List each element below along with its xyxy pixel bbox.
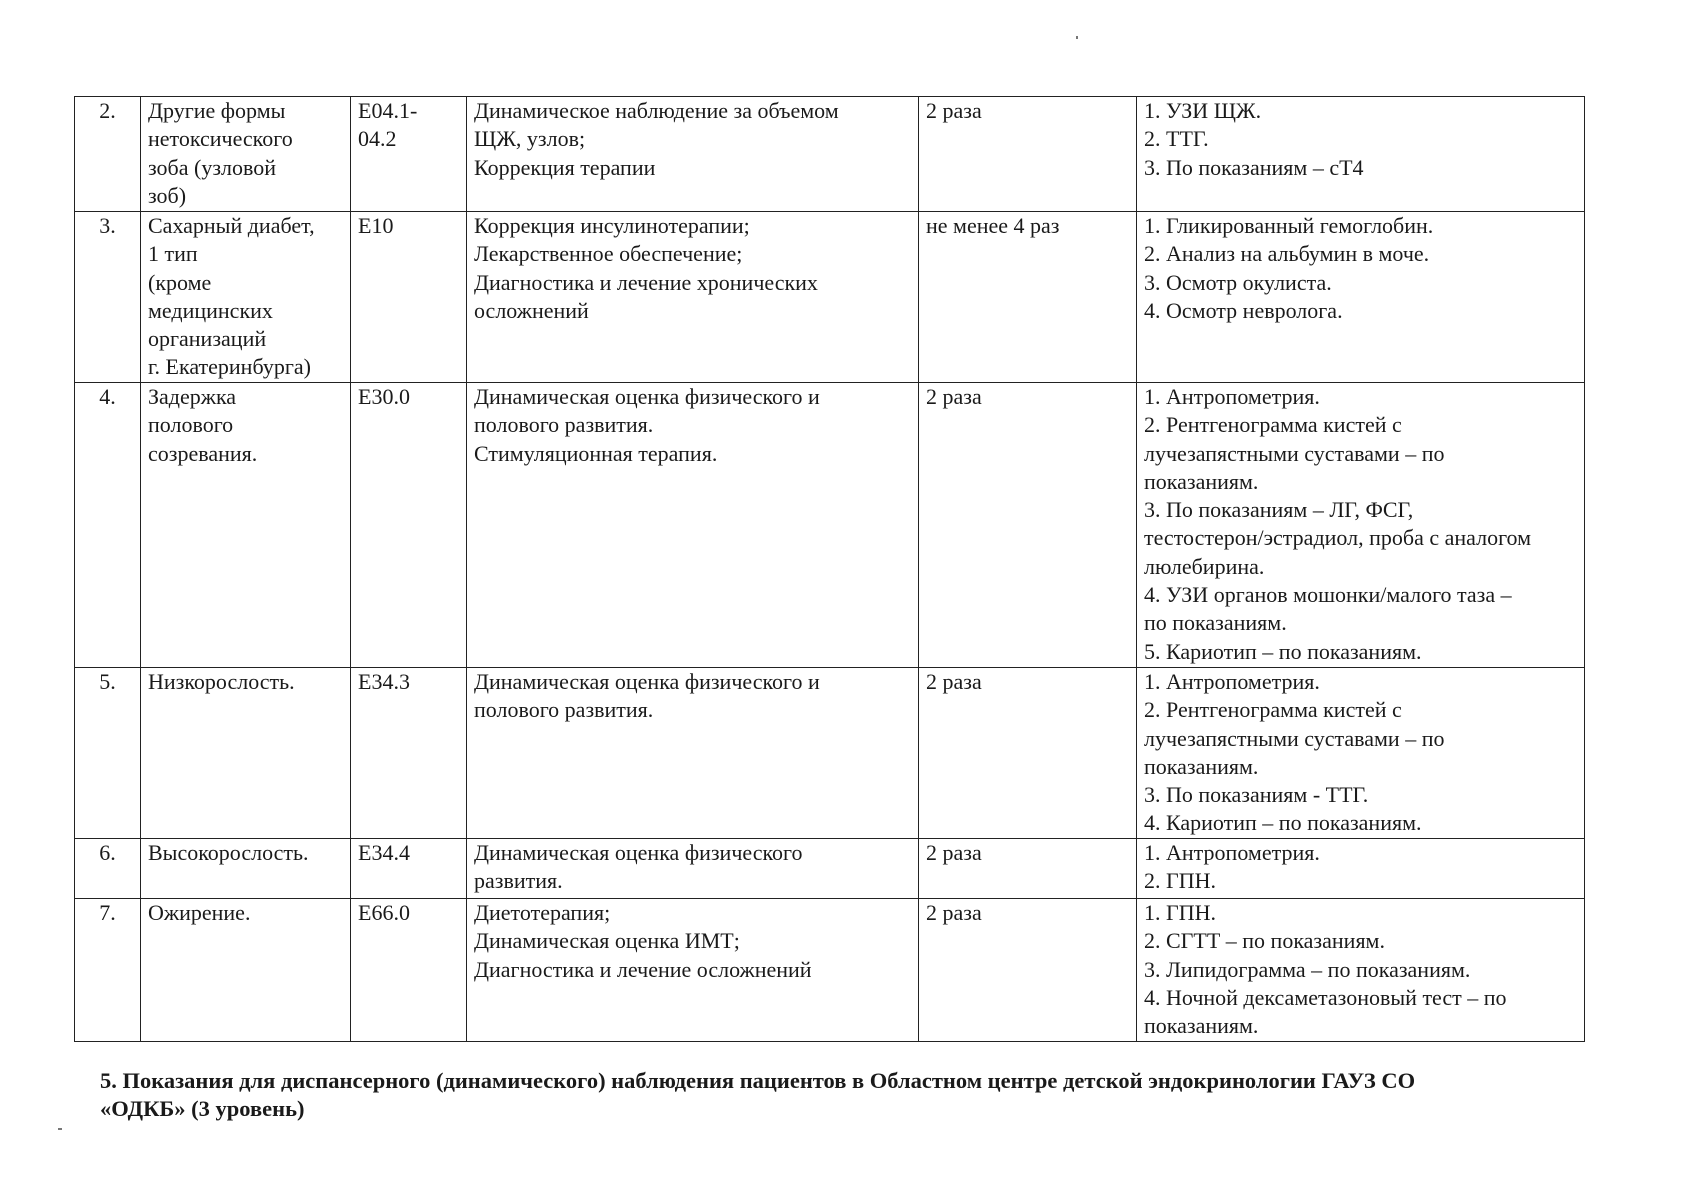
icd-code: E30.0 xyxy=(351,383,467,668)
observation-goals: Диетотерапия; Динамическая оценка ИМТ; Диагностика и лечение осложнений xyxy=(467,899,919,1042)
dispensary-table xyxy=(74,96,1585,1042)
table-row xyxy=(75,97,1585,212)
observation-goals: Динамическая оценка физического и полового развития. xyxy=(467,668,919,839)
visit-frequency: 2 раза xyxy=(919,839,1137,899)
observation-goals: Коррекция инсулинотерапии; Лекарственное обеспечение; Диагностика и лечение хронических осложнений xyxy=(467,212,919,383)
table-row xyxy=(75,212,1585,383)
diagnosis-name: Высокорослость. xyxy=(141,839,351,899)
visit-frequency: 2 раза xyxy=(919,899,1137,1042)
observation-goals: Динамическая оценка физического и полового развития. Стимуляционная терапия. xyxy=(467,383,919,668)
examinations: 1. ГПН. 2. СГТТ – по показаниям. 3. Липидограмма – по показаниям. 4. Ночной дексаметазоновый тест – по показаниям. xyxy=(1137,899,1585,1042)
section-heading-line: «ОДКБ» (3 уровень) xyxy=(100,1096,305,1121)
row-number: 3. xyxy=(75,212,141,383)
row-number: 7. xyxy=(75,899,141,1042)
diagnosis-name: Низкорослость. xyxy=(141,668,351,839)
icd-code: E04.1- 04.2 xyxy=(351,97,467,212)
visit-frequency: 2 раза xyxy=(919,668,1137,839)
icd-code: E34.4 xyxy=(351,839,467,899)
row-number: 5. xyxy=(75,668,141,839)
visit-frequency: 2 раза xyxy=(919,97,1137,212)
icd-code: E34.3 xyxy=(351,668,467,839)
diagnosis-name: Задержка полового созревания. xyxy=(141,383,351,668)
diagnosis-name: Ожирение. xyxy=(141,899,351,1042)
icd-code: E10 xyxy=(351,212,467,383)
examinations: 1. Антропометрия. 2. Рентгенограмма кистей с лучезапястными суставами – по показаниям. 3. По показаниям – ЛГ, ФСГ, тестостерон/эстрадиол, проба с аналогом люлебирина. 4. УЗИ органов мошонки/малого таза – по показаниям. 5. Кариотип – по показаниям. xyxy=(1137,383,1585,668)
visit-frequency: не менее 4 раз xyxy=(919,212,1137,383)
row-number: 2. xyxy=(75,97,141,212)
scan-speck xyxy=(58,1128,62,1130)
section-heading-line: 5. Показания для диспансерного (динамического) наблюдения пациентов в Областном центре детской эндокринологии ГАУЗ СО xyxy=(100,1068,1416,1093)
examinations: 1. УЗИ ЩЖ. 2. ТТГ. 3. По показаниям – сТ4 xyxy=(1137,97,1585,212)
row-number: 6. xyxy=(75,839,141,899)
table-row xyxy=(75,383,1585,668)
section-heading xyxy=(100,1067,1580,1123)
table-row xyxy=(75,839,1585,899)
icd-code: E66.0 xyxy=(351,899,467,1042)
diagnosis-name: Сахарный диабет, 1 тип (кроме медицинских организаций г. Екатеринбурга) xyxy=(141,212,351,383)
diagnosis-name: Другие формы нетоксического зоба (узловой зоб) xyxy=(141,97,351,212)
examinations: 1. Антропометрия. 2. Рентгенограмма кистей с лучезапястными суставами – по показаниям. 3. По показаниям - ТТГ. 4. Кариотип – по показаниям. xyxy=(1137,668,1585,839)
row-number: 4. xyxy=(75,383,141,668)
observation-goals: Динамическое наблюдение за объемом ЩЖ, узлов; Коррекция терапии xyxy=(467,97,919,212)
table-row xyxy=(75,668,1585,839)
scan-speck xyxy=(1076,36,1078,39)
visit-frequency: 2 раза xyxy=(919,383,1137,668)
table-row xyxy=(75,899,1585,1042)
examinations: 1. Гликированный гемоглобин. 2. Анализ на альбумин в моче. 3. Осмотр окулиста. 4. Осмотр невролога. xyxy=(1137,212,1585,383)
examinations: 1. Антропометрия. 2. ГПН. xyxy=(1137,839,1585,899)
observation-goals: Динамическая оценка физического развития. xyxy=(467,839,919,899)
